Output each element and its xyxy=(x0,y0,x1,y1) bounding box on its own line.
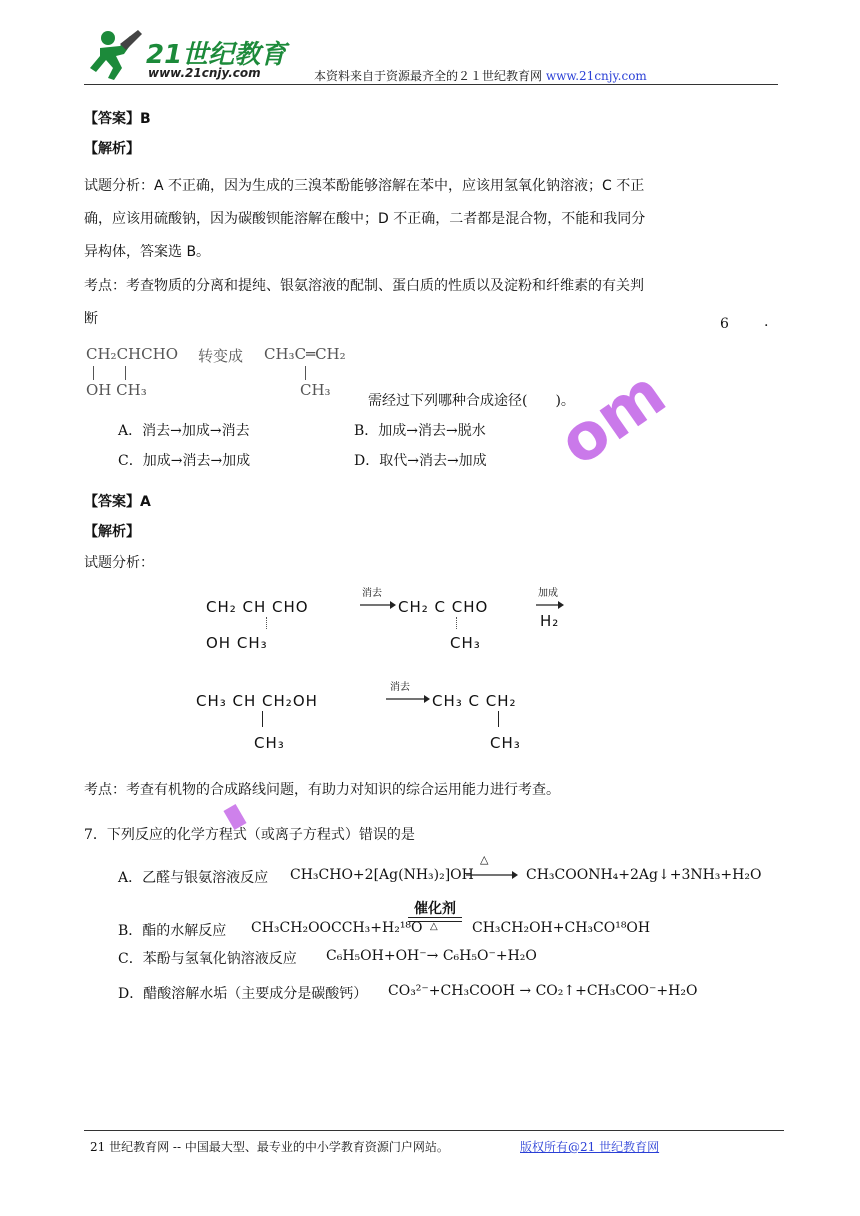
product-bond xyxy=(305,366,306,380)
q6-option-b: B．加成→消去→脱水 xyxy=(354,423,486,439)
q7-a-eq-right: CH₃COONH₄+2Ag↓+3NH₃+H₂O xyxy=(526,867,762,883)
source-url[interactable]: www.21cnjy.com xyxy=(545,69,647,83)
q6-option-a: A．消去→加成→消去 xyxy=(118,423,250,439)
runner-logo-icon xyxy=(86,28,146,84)
scheme2-product-bond xyxy=(498,711,499,727)
q7-a-arrow-icon xyxy=(466,870,518,880)
q5-answer: 【答案】B xyxy=(84,111,151,127)
scheme2-reactant-bottom: CH₃ xyxy=(254,734,285,752)
q7-b-eq-left: CH₃CH₂OOCCH₃+H₂¹⁸O xyxy=(251,920,423,936)
scheme1-arrow2-icon xyxy=(536,600,564,610)
q6-analysis-heading: 【解析】 xyxy=(84,524,140,540)
q7-d-label: D．醋酸溶解水垢（主要成分是碳酸钙） xyxy=(118,986,368,1002)
scheme2-product-top: CH₃ C CH₂ xyxy=(432,692,517,710)
q7-b-catalyst: 催化剂 xyxy=(414,901,456,917)
q5-kaodian-line-1: 考点：考查物质的分离和提纯、银氨溶液的配制、蛋白质的性质以及淀粉和纤维素的有关判 xyxy=(84,278,644,294)
logo xyxy=(86,28,306,88)
scheme2-reactant-top: CH₃ CH CH₂OH xyxy=(196,692,318,710)
scheme1-product-top: CH₂ C CHO xyxy=(398,598,489,616)
reactant-bond-1 xyxy=(93,366,94,380)
header-rule xyxy=(84,84,778,85)
reactant-formula-top: CH₂CHCHO xyxy=(86,345,178,363)
reactant-formula-bottom: OH CH₃ xyxy=(86,381,147,399)
q5-analysis-line-1: 试题分析：A 不正确，因为生成的三溴苯酚能够溶解在苯中，应该用氢氧化钠溶液；C 不正 xyxy=(84,178,645,194)
footer-rule xyxy=(84,1130,784,1131)
q7-b-label: B．酯的水解反应 xyxy=(118,923,227,939)
transform-verb: 转变成 xyxy=(198,347,244,365)
q5-kaodian-line-2: 断 xyxy=(84,311,98,327)
scheme2-arrow-label: 消去 xyxy=(390,682,410,693)
scheme1-bond xyxy=(266,617,268,629)
scheme2-product-bottom: CH₃ xyxy=(490,734,521,752)
q7-a-condition: △ xyxy=(480,853,489,866)
q7-b-eq-right: CH₃CH₂OH+CH₃CO¹⁸OH xyxy=(472,920,651,936)
product-formula-top: CH₃C═CH₂ xyxy=(264,345,346,363)
scheme2-bond xyxy=(262,711,263,727)
q6-number-dot: . xyxy=(764,314,769,330)
scheme1-reactant-bottom: OH CH₃ xyxy=(206,634,268,652)
q7-a-eq-left: CH₃CHO+2[Ag(NH₃)₂]OH xyxy=(290,867,474,883)
q7-a-label: A．乙醛与银氨溶液反应 xyxy=(118,870,269,886)
footer-text: 21 世纪教育网 -- 中国最大型、最专业的中小学教育资源门户网站。 xyxy=(90,1140,449,1154)
scheme1-arrow2-label: 加成 xyxy=(538,588,558,599)
logo-text: 21世纪教育 xyxy=(146,40,287,70)
reactant-bond-2 xyxy=(125,366,126,380)
q5-analysis-line-3: 异构体，答案选 B。 xyxy=(84,244,211,260)
q6-number: 6 xyxy=(720,316,729,332)
watermark: om xyxy=(546,356,680,481)
footer-copyright-link[interactable]: 版权所有@21 世纪教育网 xyxy=(520,1140,660,1154)
scheme1-h2: H₂ xyxy=(540,612,560,630)
scheme1-arrow-icon xyxy=(360,600,396,610)
q7-c-label: C．苯酚与氢氧化钠溶液反应 xyxy=(118,951,297,967)
logo-url: www.21cnjy.com xyxy=(148,66,261,80)
q5-analysis-heading: 【解析】 xyxy=(84,141,140,157)
scheme1-product-bond xyxy=(456,617,458,629)
q6-kaodian: 考点：考查有机物的合成路线问题，有助力对知识的综合运用能力进行考查。 xyxy=(84,782,560,798)
q6-question: 需经过下列哪种合成途径( )。 xyxy=(368,393,575,409)
q7-b-heat: △ xyxy=(430,921,438,932)
q6-option-d: D．取代→消去→加成 xyxy=(354,453,487,469)
product-formula-bottom: CH₃ xyxy=(300,381,331,399)
source-text: 本资料来自于资源最齐全的２１世纪教育网 xyxy=(314,69,543,83)
header-source-text xyxy=(314,67,647,84)
q5-analysis-line-2: 确，应该用硫酸钠，因为碳酸钡能溶解在酸中；D 不正确，二者都是混合物，不能和我同分 xyxy=(84,211,646,227)
scheme1-product-bottom: CH₃ xyxy=(450,634,481,652)
scheme1-reactant-top: CH₂ CH CHO xyxy=(206,598,309,616)
q7-stem: 7．下列反应的化学方程式（或离子方程式）错误的是 xyxy=(84,827,415,843)
q6-answer: 【答案】A xyxy=(84,494,151,510)
q6-option-c: C．加成→消去→加成 xyxy=(118,453,251,469)
scheme1-arrow-label: 消去 xyxy=(362,588,382,599)
scheme2-arrow-icon xyxy=(386,694,430,704)
q6-analysis-label: 试题分析： xyxy=(84,555,154,571)
q7-d-eq: CO₃²⁻+CH₃COOH → CO₂↑+CH₃COO⁻+H₂O xyxy=(388,983,698,999)
q7-c-eq: C₆H₅OH+OH⁻→ C₆H₅O⁻+H₂O xyxy=(326,948,537,964)
